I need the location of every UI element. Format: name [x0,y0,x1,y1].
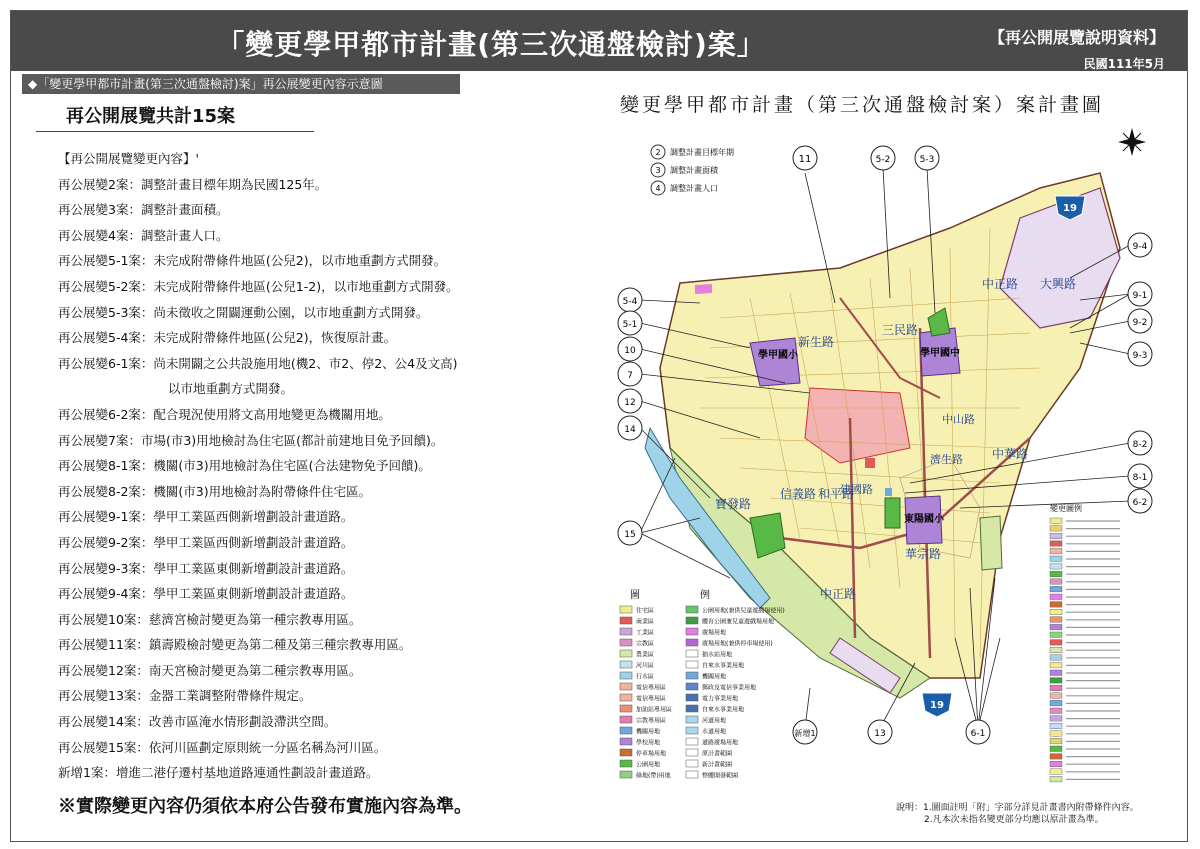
legend-label: 電信專用區 [636,695,667,703]
svg-text:8-2: 8-2 [1132,440,1148,450]
change-legend-swatch [1050,579,1062,585]
legend-swatch [620,727,632,734]
callout-marker [1128,489,1152,513]
svg-text:12: 12 [624,398,636,408]
callout-marker [618,362,642,386]
legend-label: 自來水事業用地 [702,706,745,714]
change-legend-swatch [1050,708,1062,714]
change-legend-swatch [1050,518,1062,524]
school-label: 學甲國小 [758,350,798,361]
legend-swatch [686,771,698,778]
legend-label: 電信專用區 [636,684,667,692]
list-item: 再公展變5-2案：未完成附帶條件地區(公兒1-2)，以市地重劃方式開發。 [58,278,459,294]
legend-swatch [620,661,632,668]
list-item: 再公展變6-1案：尚未開闢之公共設施用地(機2、市2、停2、公4及文高) [58,355,458,371]
map-footnotes [896,802,1139,826]
list-item: 再公展變11案：鎮壽殿檢討變更為第二種及第三種宗教專用區。 [58,637,412,653]
legend-label: 機關用地 [702,673,727,681]
legend-label: 農業區 [636,651,655,659]
section-subtitle: ◆「變更學甲都市計畫(第三次通盤檢討)案」再公展變更內容示意圖 [22,74,460,94]
svg-text:7: 7 [627,371,633,381]
change-legend-swatch [1050,723,1062,729]
change-legend-swatch [1050,731,1062,737]
list-item: 再公展變9-4案：學甲工業區東側新增劃設計畫道路。 [58,586,354,602]
list-item: 再公展變9-2案：學甲工業區西側新增劃設計畫道路。 [58,534,354,550]
map-notes [651,145,734,195]
list-item: 再公展變4案：調整計畫人口。 [58,227,229,243]
callout-marker [618,416,642,440]
legend-label: 住宅區 [636,607,655,615]
change-legend-swatch [1050,776,1062,782]
legend-label: 原計畫範圍 [702,750,733,758]
svg-text:19: 19 [930,700,944,711]
road-label: 寶發路 [715,497,752,511]
change-legend-swatch [1050,541,1062,547]
list-item: 再公展變2案：調整計畫目標年期為民國125年。 [58,176,328,192]
svg-text:5-2: 5-2 [875,155,891,165]
footnote-line: 說明：1.圖面註明「附」字部分詳見計畫書內附帶條件內容。 [896,803,1139,813]
legend-swatch [620,617,632,624]
list-item-continuation: 以市地重劃方式開發。 [168,381,294,397]
list-item: 再公展變3案：調整計畫面積。 [58,202,229,218]
note-text: 調整計畫目標年期 [670,148,734,157]
legend-label: 道路廣場用地 [702,739,739,747]
legend-swatch [620,639,632,646]
legend-swatch [686,738,698,745]
change-legend-title: 變更圖例 [1050,504,1082,513]
road-label: 中華路 [992,447,1029,461]
road-label: 新生路 [798,335,835,349]
legend-label: 學校用地 [636,739,661,747]
callout-marker [1128,282,1152,306]
footnote-line: 2.凡本次未指名變更部分均應以原計畫為準。 [924,815,1104,825]
legend-label: 水道用地 [702,728,727,736]
change-legend-swatch [1050,624,1062,630]
legend-label: 整體開發範圍 [702,772,739,780]
legend-label: 廣場用地(兼供停車場使用) [702,640,773,648]
map-title: 變更學甲都市計畫（第三次通盤檢討案）案計畫圖 [620,94,1105,116]
svg-text:10: 10 [624,346,636,356]
legend-label: 河川區 [636,662,655,670]
callout-marker [1128,342,1152,366]
page-title: 「變更學甲都市計畫(第三次通盤檢討)案」 [216,28,766,61]
road-label: 和平路 [818,487,855,501]
legend-swatch [620,628,632,635]
callout-marker [618,311,642,335]
legend-heading: 圖 [630,590,640,601]
note-number: 2 [655,148,661,157]
change-legend-swatch [1050,693,1062,699]
svg-text:5-4: 5-4 [622,297,638,307]
legend-label: 電力事業用地 [702,695,739,703]
document-date: 民國111年5月 [1083,57,1165,71]
svg-text:15: 15 [624,530,636,540]
legend-swatch [620,672,632,679]
legend-swatch [620,694,632,701]
change-legend-swatch [1050,632,1062,638]
legend-swatch [686,716,698,723]
legend-label: 加油站專用區 [636,706,673,714]
change-legend-swatch [1050,640,1062,646]
svg-text:19: 19 [1063,203,1077,214]
svg-text:6-1: 6-1 [970,729,986,739]
road-label: 中正路 [982,277,1019,291]
road-label: 中正路 [820,587,857,601]
legend-swatch [686,606,698,613]
change-legend-swatch [1050,556,1062,562]
road-label: 中山路 [942,413,975,426]
list-item: 再公展變9-1案：學甲工業區西側新增劃設計畫道路。 [58,509,354,525]
legend-label: 廣場用地 [702,629,727,637]
change-list [58,146,578,786]
legend-label: 公園用地 [636,761,661,769]
road-label: 華宗路 [905,547,942,561]
legend-label: 行水區 [636,673,655,681]
callout-marker [868,720,892,744]
change-legend-swatch [1050,571,1062,577]
legend-label: 抽水站用地 [702,651,733,659]
svg-text:新增1: 新增1 [794,729,816,738]
road-label: 濟生路 [930,453,963,466]
change-legend-swatch [1050,594,1062,600]
header-banner [11,11,1187,71]
list-item: 再公展變6-2案：配合現況使用將文高用地變更為機關用地。 [58,406,391,422]
svg-text:5-1: 5-1 [622,320,638,330]
change-legend [1049,503,1120,782]
legend-swatch [686,705,698,712]
list-item: 新增1案：增進二港仔遷村基地道路連通性劃設計畫道路。 [58,765,379,781]
legend-heading: 例 [700,590,710,601]
legend-swatch [686,727,698,734]
legend-swatch [686,749,698,756]
legend-label: 自來水事業用地 [702,662,745,670]
legend-swatch [620,749,632,756]
road-label: 信義路 [780,487,817,501]
legend-swatch [620,760,632,767]
list-item: 再公展變15案：依河川區劃定原則統一分區名稱為河川區。 [58,739,387,755]
callout-marker [871,146,895,170]
svg-text:9-4: 9-4 [1132,242,1148,252]
svg-text:13: 13 [874,729,886,739]
legend-swatch [620,606,632,613]
school-label: 學甲國中 [920,348,960,359]
callout-marker [618,288,642,312]
change-legend-swatch [1050,564,1062,570]
change-legend-swatch [1050,761,1062,767]
legend-swatch [686,672,698,679]
heading-divider [36,131,314,132]
change-legend-swatch [1050,662,1062,668]
section-label: 【再公開展覽變更內容】' [58,151,199,166]
change-legend-swatch [1050,738,1062,744]
callout-marker [915,146,939,170]
legend-label: 停車場用地 [636,750,667,758]
callout-marker [1128,309,1152,333]
case-count-heading: 再公開展覽共計15案 [66,106,236,127]
change-legend-swatch [1050,655,1062,661]
change-legend-swatch [1050,769,1062,775]
change-legend-swatch [1050,716,1062,722]
legend-swatch [620,771,632,778]
change-legend-swatch [1050,647,1062,653]
change-legend-swatch [1050,586,1062,592]
legend-swatch [620,683,632,690]
change-legend-swatch [1050,670,1062,676]
legend-label: 郵政及電信事業用地 [702,684,757,692]
legend-label: 公園用地(兼供兒童遊戲場使用) [702,607,785,615]
callout-marker [1128,431,1152,455]
note-number: 4 [655,184,661,193]
callout-marker [966,720,990,744]
change-legend-swatch [1050,700,1062,706]
road-label: 大興路 [1040,277,1077,291]
svg-text:9-1: 9-1 [1132,291,1148,301]
legend-swatch [620,650,632,657]
svg-text:11: 11 [798,154,812,165]
svg-text:6-2: 6-2 [1132,498,1148,508]
legend-label: 河道用地 [702,717,727,725]
school-label: 東陽國小 [904,514,944,525]
change-legend-swatch [1050,526,1062,532]
legend-swatch [686,661,698,668]
callout-marker [1128,464,1152,488]
svg-text:8-1: 8-1 [1132,473,1148,483]
list-item: 再公展變13案：金器工業調整附帶條件規定。 [58,688,312,704]
note-text: 調整計畫人口 [670,184,718,193]
change-legend-swatch [1050,533,1062,539]
legend-swatch [620,705,632,712]
road-label: 建國路 [840,483,873,496]
change-legend-swatch [1050,617,1062,623]
legend-swatch [686,760,698,767]
svg-text:14: 14 [624,425,636,435]
list-item: 再公展變5-4案：未完成附帶條件地區(公兒2)，恢復原計畫。 [58,330,397,346]
legend-swatch [686,628,698,635]
svg-text:5-3: 5-3 [919,155,935,165]
note-number: 3 [655,166,661,175]
callout-marker [793,146,817,170]
road-label: 三民路 [882,323,919,337]
callout-marker [618,337,642,361]
change-legend-swatch [1050,685,1062,691]
legend-swatch [686,694,698,701]
note-text: 調整計畫面積 [670,166,718,175]
svg-text:9-3: 9-3 [1132,351,1148,361]
list-item: 再公展變12案：南天宮檢討變更為第二種宗教專用區。 [58,662,362,678]
route-shield-icon [922,693,952,717]
legend-swatch [686,639,698,646]
legend-label: 綠地(帶)用地 [636,772,671,780]
svg-text:9-2: 9-2 [1132,318,1148,328]
change-legend-swatch [1050,746,1062,752]
change-legend-swatch [1050,609,1062,615]
legend-label: 新計畫範圍 [702,761,733,769]
north-arrow-icon [1118,128,1146,156]
change-legend-swatch [1050,602,1062,608]
list-item: 再公展變8-1案：機關(市3)用地檢討為住宅區(合法建物免予回饋)。 [58,458,431,474]
list-item: 再公展變10案：慈濟宮檢討變更為第一種宗教專用區。 [58,611,362,627]
legend-label: 工業區 [636,629,655,637]
legend-label: 體育公園兼兒童遊戲場用地 [702,618,775,626]
list-item: 再公展變14案：改善市區淹水情形劃設滯洪空間。 [58,714,337,730]
list-item: 再公展變7案：市場(市3)用地檢討為住宅區(都計前建地目免予回饋)。 [58,432,444,448]
callout-marker [793,720,817,744]
callout-marker [618,389,642,413]
change-legend-swatch [1050,678,1062,684]
list-item: 再公展變9-3案：學甲工業區東側新增劃設計畫道路。 [58,560,354,576]
change-legend-swatch [1050,548,1062,554]
list-item: 再公展變5-1案：未完成附帶條件地區(公兒2)，以市地重劃方式開發。 [58,253,447,269]
list-item: 再公展變5-3案：尚未徵收之開闢運動公園，以市地重劃方式開發。 [58,304,429,320]
change-legend-swatch [1050,754,1062,760]
legend-label: 商業區 [636,618,655,626]
callout-marker [618,521,642,545]
legend-label: 宗教專用區 [636,717,667,725]
map-legend [620,588,785,780]
disclaimer-notice: ※實際變更內容仍須依本府公告發布實施內容為準。 [58,796,472,817]
legend-swatch [620,738,632,745]
legend-label: 機關用地 [636,728,661,736]
document-tag: 【再公開展覽說明資料】 [988,28,1165,47]
list-item: 再公展變8-2案：機關(市3)用地檢討為附帶條件住宅區。 [58,483,372,499]
legend-swatch [686,617,698,624]
plan-map [600,118,1180,798]
legend-swatch [620,716,632,723]
legend-label: 宗教區 [636,640,655,648]
callout-marker [1128,233,1152,257]
legend-swatch [686,650,698,657]
legend-swatch [686,683,698,690]
